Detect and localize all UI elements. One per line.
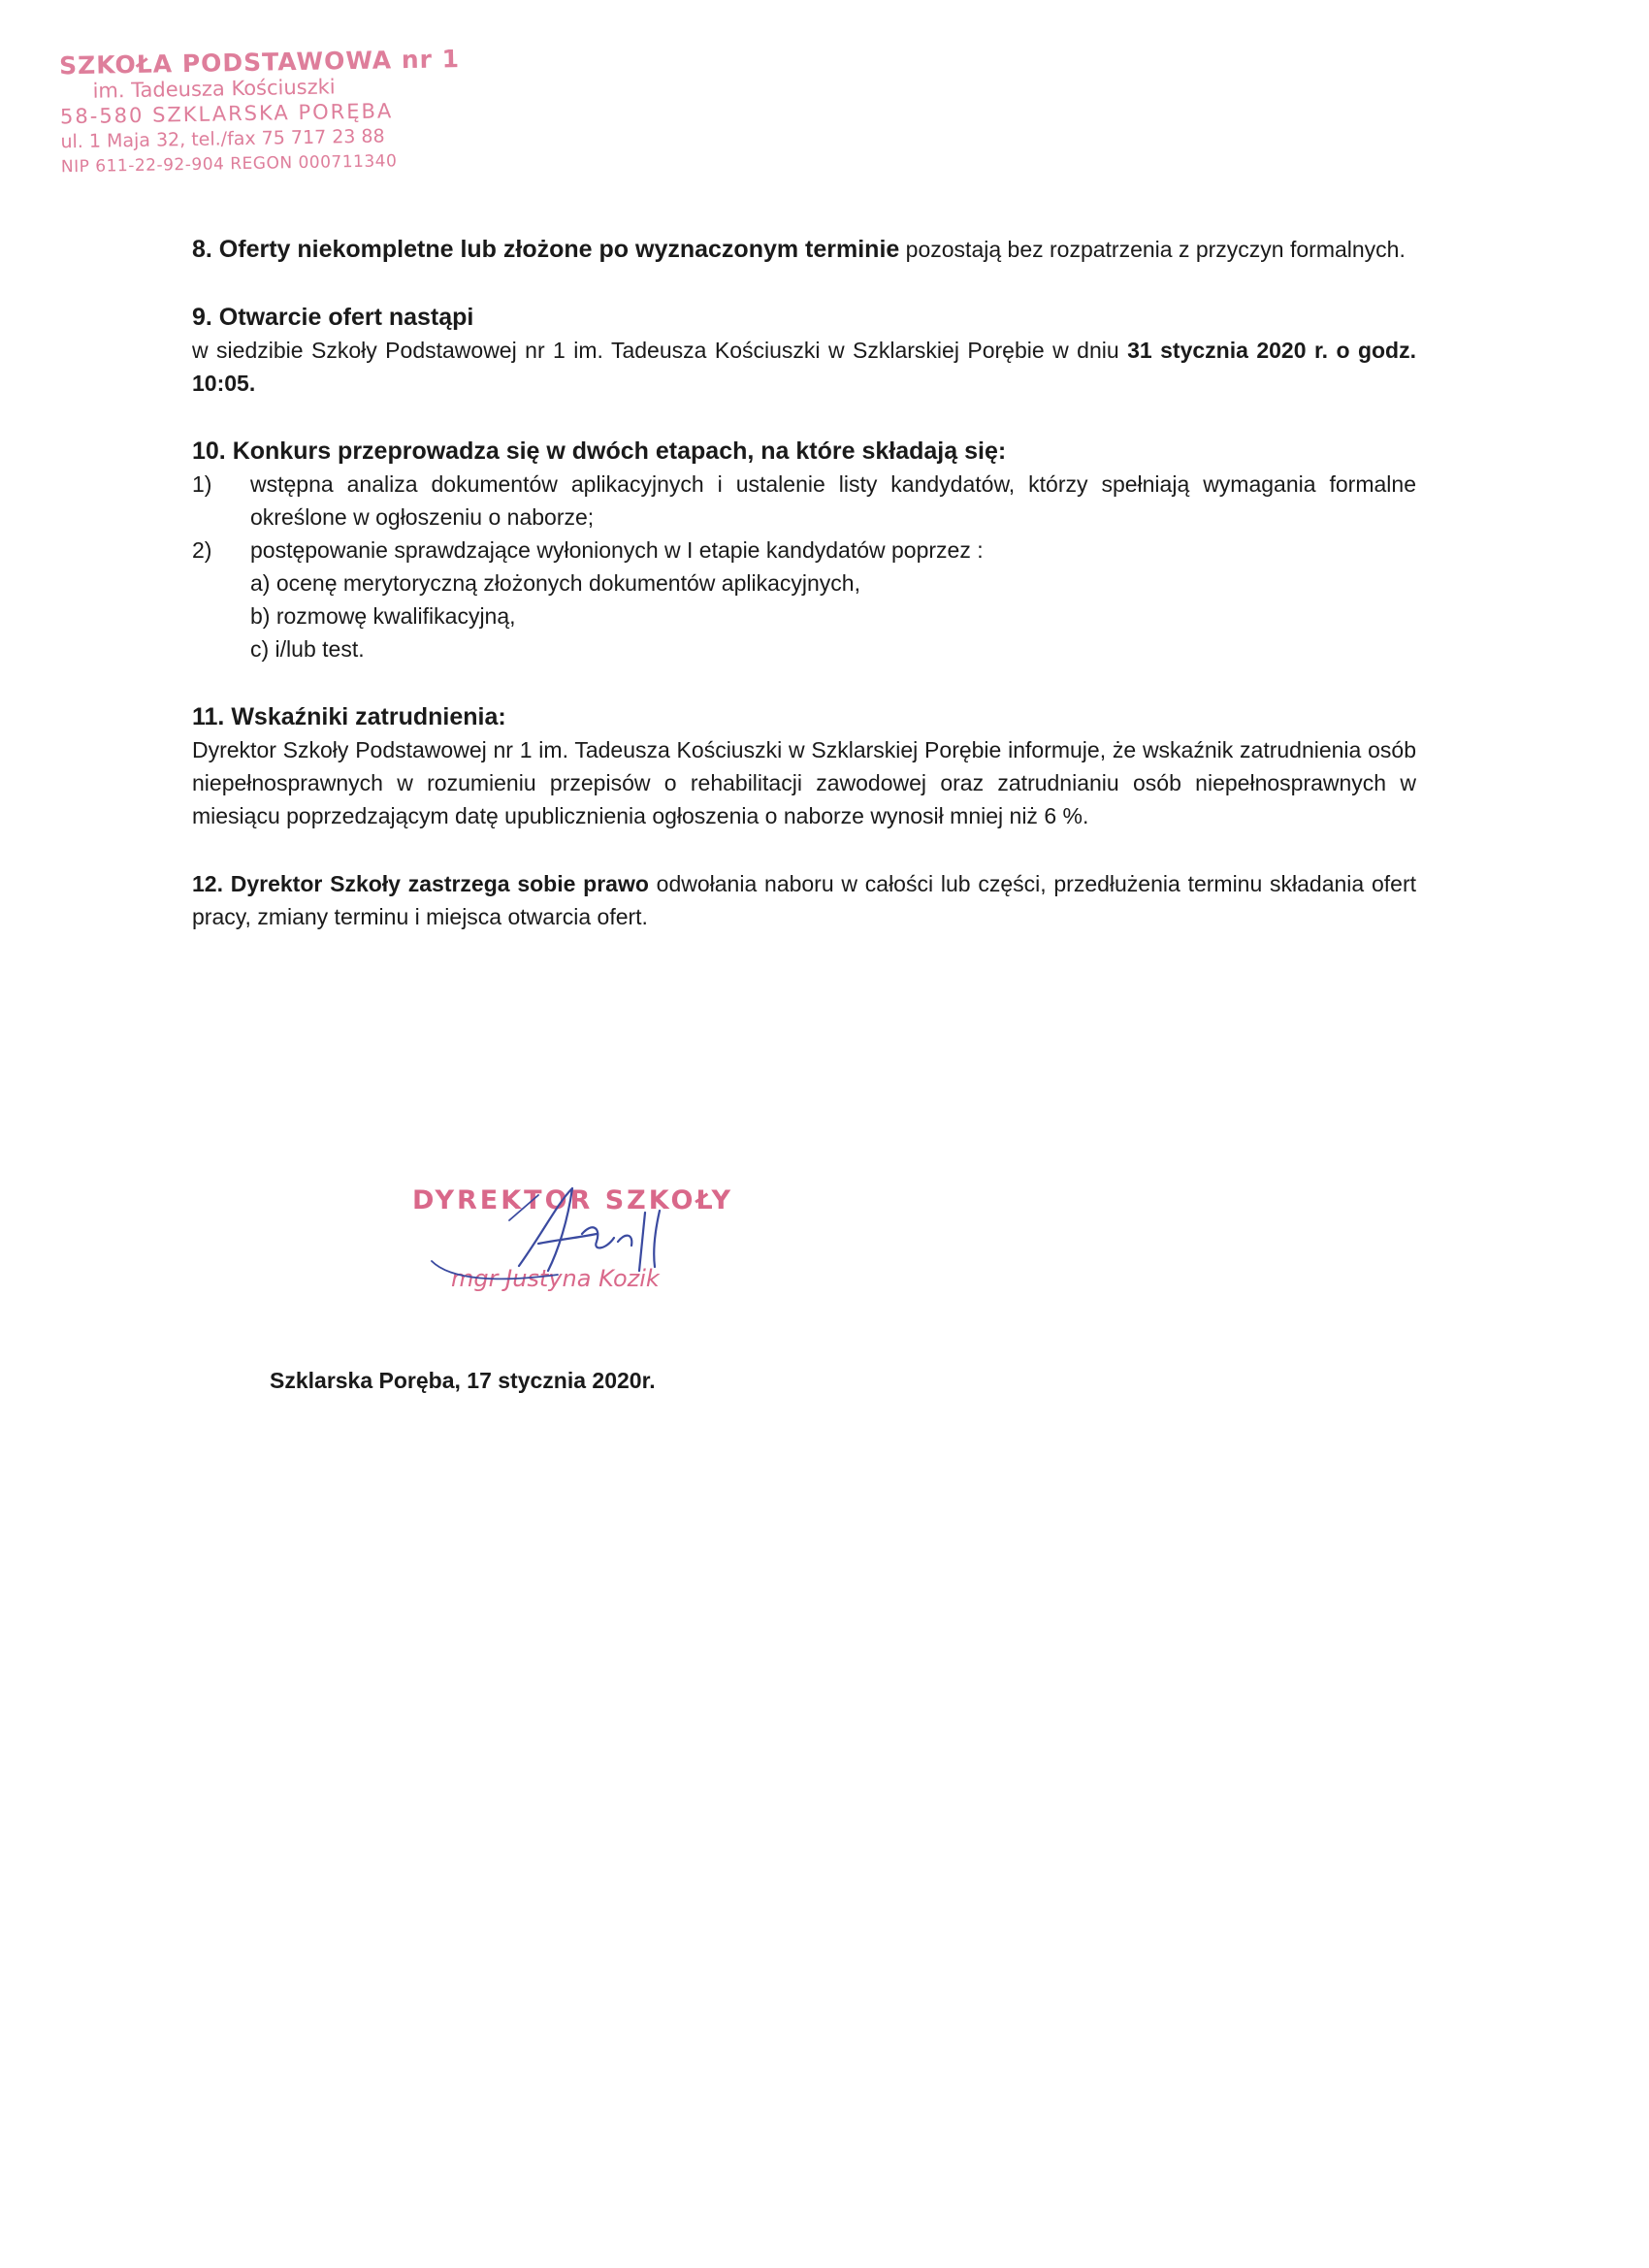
section-9-text: w siedzibie Szkoły Podstawowej nr 1 im. Tadeusza Kościuszki w Szklarskiej Porębie w dniu [192,338,1128,363]
section-11 [192,700,1416,832]
section-9-paragraph [192,334,1416,400]
stamp-line-nip-regon: NIP 611-22-92-904 REGON 000711340 [60,151,398,178]
section-11-paragraph: Dyrektor Szkoły Podstawowej nr 1 im. Tadeusza Kościuszki w Szklarskiej Porębie informuje, że wskaźnik zatrudnienia osób niepełnosprawnych w rozumieniu przepisów o rehabilitacji zawodowej oraz zatrudnianiu osób niepełnosprawnych w miesiącu poprzedzającym datę upublicznienia ogłoszenia o naborze wynosił mniej niż 6 %. [192,737,1416,828]
section-12-bold: 12. Dyrektor Szkoły zastrzega sobie prawo [192,871,649,896]
list-item-text: postępowanie sprawdzające wyłonionych w I etapie kandydatów poprzez : [250,537,984,563]
stamp-line-address-phone: ul. 1 Maja 32, tel./fax 75 717 23 88 [60,125,385,153]
section-8-bold: 8. Oferty niekompletne lub złożone po wyznaczonym terminie [192,236,900,263]
section-8-text: pozostają bez rozpatrzenia z przyczyn formalnych. [899,237,1406,262]
director-signature-stamp [412,1174,734,1300]
section-10-heading: 10. Konkurs przeprowadza się w dwóch etapach, na które składają się: [192,437,1007,465]
section-8-paragraph [192,233,1416,266]
section-9-heading: 9. Otwarcie ofert nastąpi [192,304,474,331]
sub-list-item: b) rozmowę kwalifikacyjną, [250,603,516,629]
document-body [192,233,1416,968]
list-item-number: 2) [192,537,212,563]
stamp-line-patron: im. Tadeusza Kościuszki [92,75,336,103]
stamp-line-postcode-city: 58-580 SZKLARSKA PORĘBA [59,99,394,129]
signature-stamp-title: DYREKTOR SZKOŁY [412,1185,734,1215]
place-and-date: Szklarska Poręba, 17 stycznia 2020r. [270,1368,656,1393]
signature-stamp-name: mgr Justyna Kozik [451,1265,660,1292]
list-item [192,468,1416,534]
section-10 [192,435,1416,665]
school-header-stamp [58,45,461,180]
list-item-text: wstępna analiza dokumentów aplikacyjnych i ustalenie listy kandydatów, którzy spełniają wymagania formalne określone w ogłoszeniu o naborze; [250,471,1416,530]
list-item-number: 1) [192,471,212,497]
section-9-date: 31 stycznia 2020 r. o godz. 10:05. [192,338,1416,396]
sub-list-item: c) i/lub test. [250,636,365,662]
section-8 [192,233,1416,266]
list-item [192,534,1416,665]
sub-list-item: a) ocenę merytoryczną złożonych dokumentów aplikacyjnych, [250,570,860,596]
section-12-paragraph [192,867,1416,933]
handwritten-signature-icon [412,1174,723,1300]
section-9 [192,301,1416,400]
section-12 [192,867,1416,933]
stamp-line-school-name: SZKOŁA PODSTAWOWA nr 1 [58,45,461,81]
section-12-text: odwołania naboru w całości lub części, przedłużenia terminu składania ofert pracy, zmiany terminu i miejsca otwarcia ofert. [192,871,1416,929]
section-11-heading: 11. Wskaźniki zatrudnienia: [192,703,506,730]
section-10-list [192,468,1416,665]
